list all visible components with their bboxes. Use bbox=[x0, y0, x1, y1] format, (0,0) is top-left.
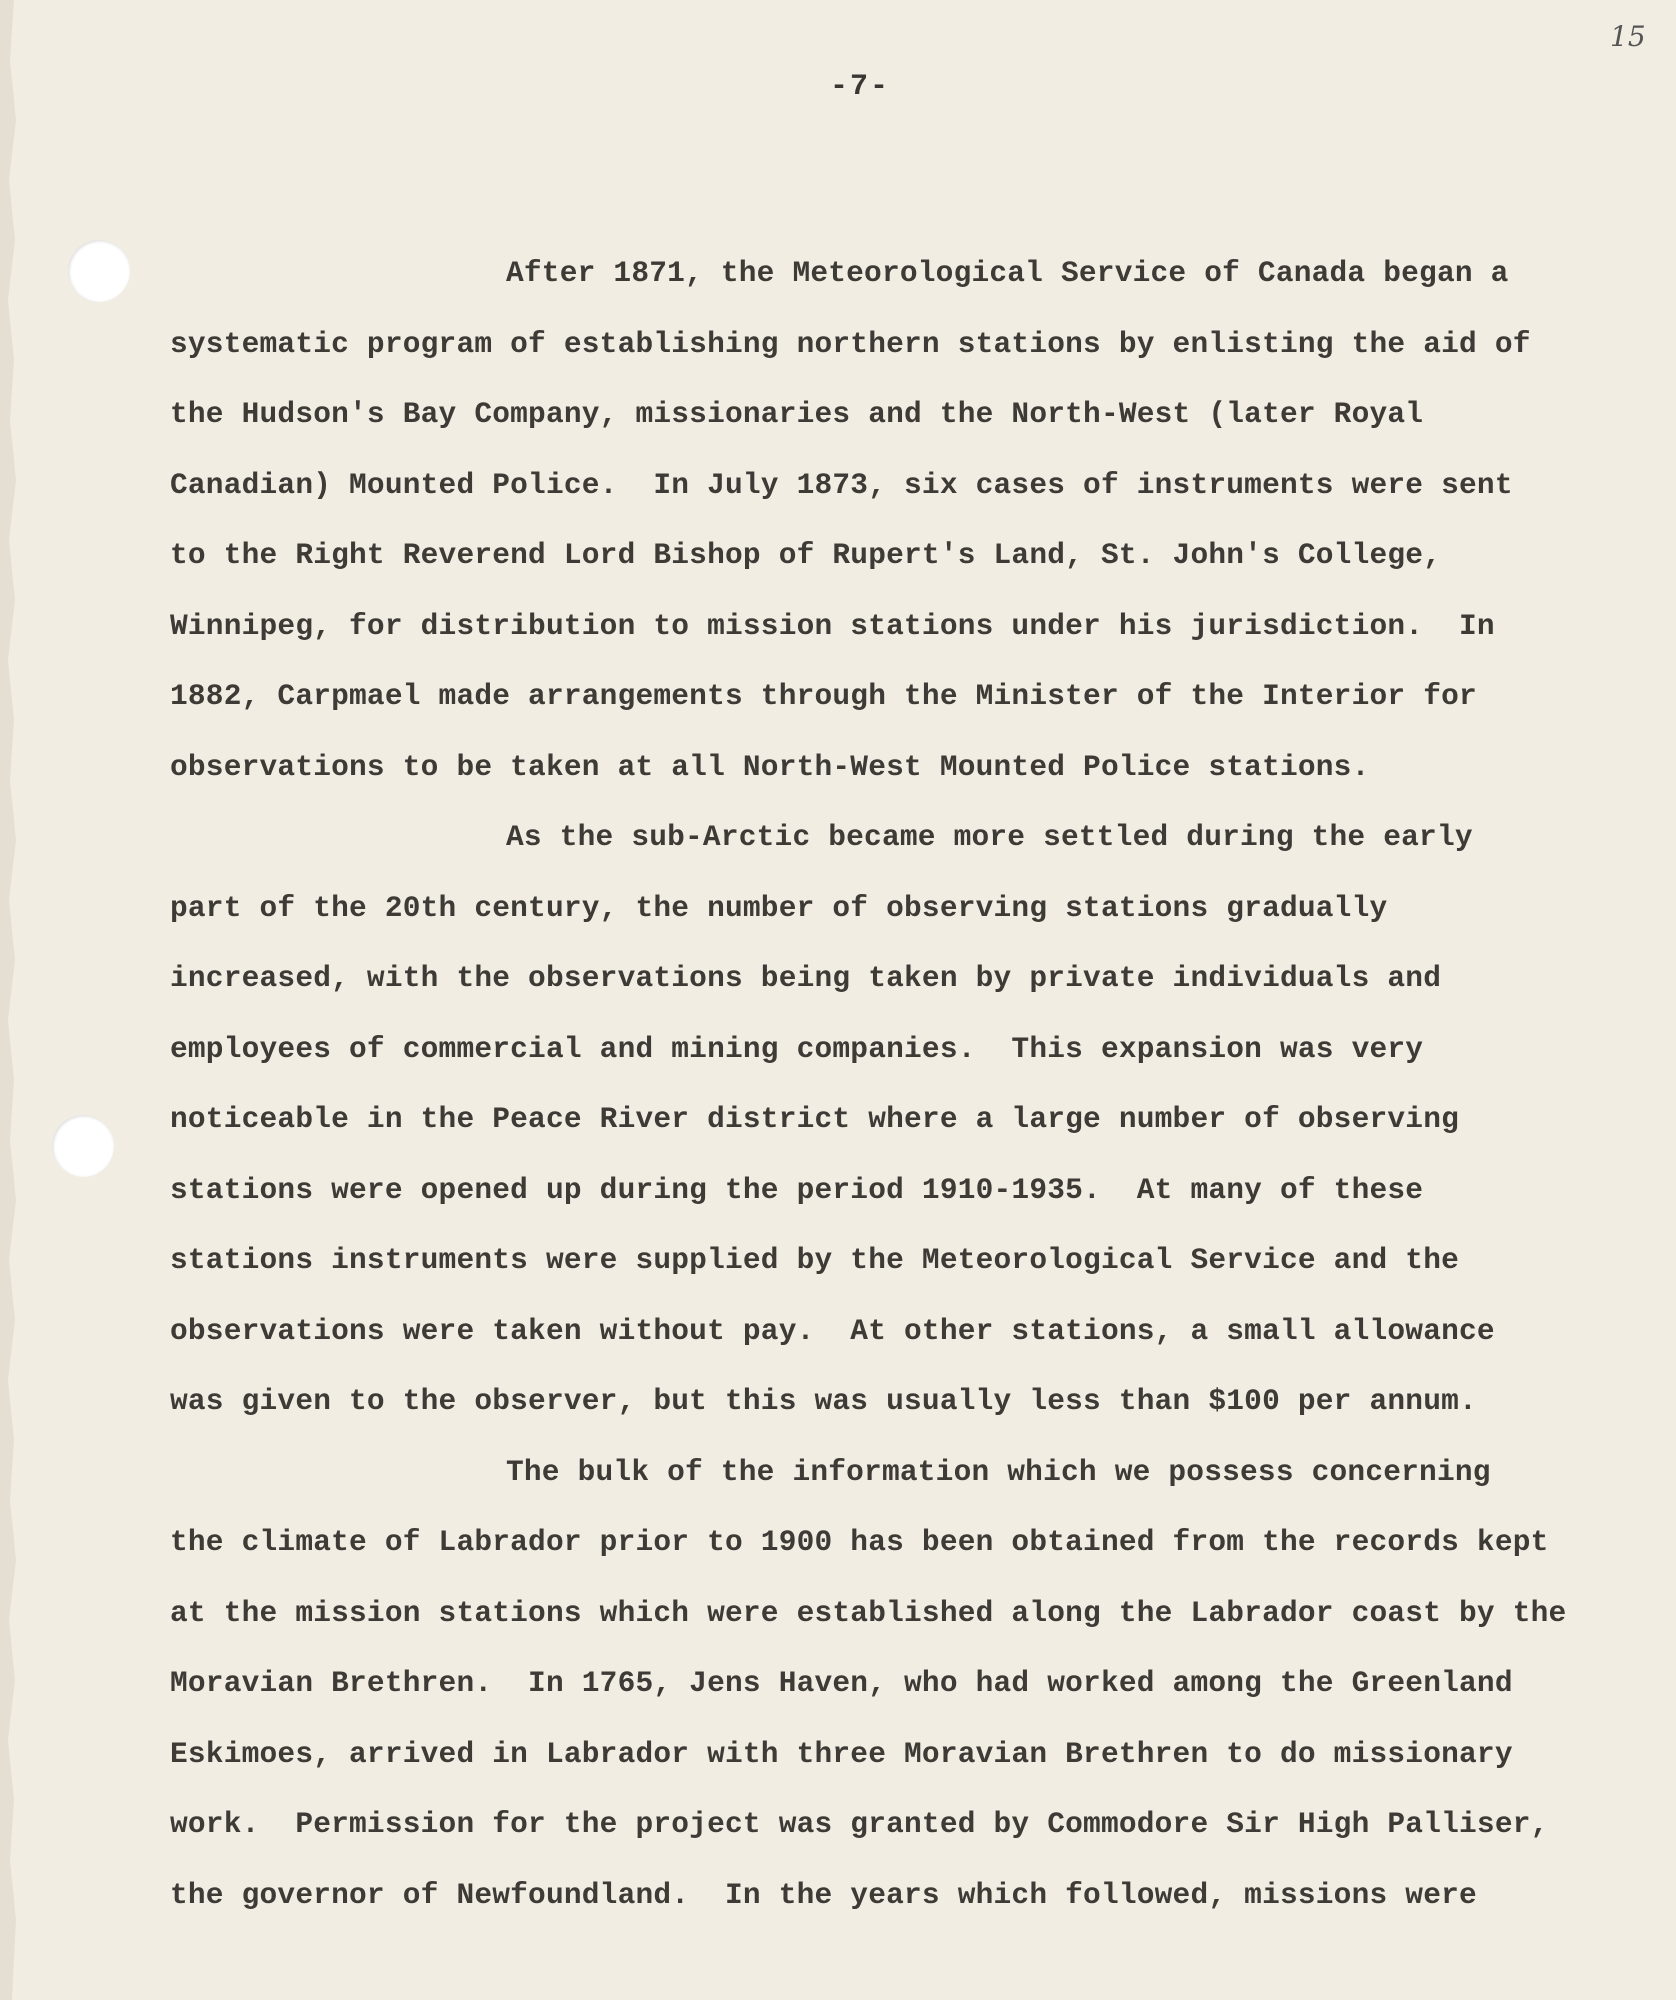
punch-hole-middle bbox=[52, 1115, 114, 1177]
text-line: systematic program of establishing northern stations by enlisting the aid of bbox=[170, 326, 1531, 361]
punch-hole-top bbox=[68, 240, 130, 302]
text-line: As the sub-Arctic became more settled during the early bbox=[506, 820, 1473, 854]
text-line: Eskimoes, arrived in Labrador with three Moravian Brethren to do missionary bbox=[170, 1736, 1513, 1771]
paragraph-3 bbox=[170, 1437, 1570, 1931]
text-line: The bulk of the information which we possess concerning bbox=[506, 1454, 1491, 1489]
text-line: stations were opened up during the period 1910-1935. At many of these bbox=[170, 1172, 1424, 1207]
text-line: Winnipeg, for distribution to mission stations under his jurisdiction. In bbox=[170, 608, 1495, 643]
text-line: observations were taken without pay. At other stations, a small allowance bbox=[170, 1313, 1495, 1348]
text-line: noticeable in the Peace River district where a large number of observing bbox=[170, 1102, 1460, 1136]
text-line: the Hudson's Bay Company, missionaries and the North-West (later Royal bbox=[170, 397, 1424, 431]
page-number: -7- bbox=[829, 70, 890, 104]
text-line: part of the 20th century, the number of observing stations gradually bbox=[170, 890, 1388, 925]
text-line: After 1871, the Meteorological Service of Canada began a bbox=[506, 256, 1509, 290]
text-line: at the mission stations which were established along the Labrador coast by the bbox=[170, 1595, 1567, 1630]
text-line: to the Right Reverend Lord Bishop of Rupert's Land, St. John's College, bbox=[170, 538, 1442, 572]
text-line: observations to be taken at all North-West Mounted Police stations. bbox=[170, 749, 1370, 784]
text-line: the governor of Newfoundland. In the years which followed, missions were bbox=[170, 1877, 1477, 1912]
text-line: Moravian Brethren. In 1765, Jens Haven, who had worked among the Greenland bbox=[170, 1666, 1513, 1700]
text-line: Canadian) Mounted Police. In July 1873, six cases of instruments were sent bbox=[170, 467, 1513, 502]
text-line: was given to the observer, but this was usually less than $100 per annum. bbox=[170, 1384, 1477, 1418]
paragraph-2 bbox=[170, 802, 1570, 1437]
corner-note: 15 bbox=[1610, 20, 1646, 53]
text-line: increased, with the observations being taken by private individuals and bbox=[170, 961, 1442, 995]
text-line: the climate of Labrador prior to 1900 has been obtained from the records kept bbox=[170, 1525, 1549, 1559]
text-line: employees of commercial and mining companies. This expansion was very bbox=[170, 1031, 1424, 1066]
body-text bbox=[170, 238, 1570, 1930]
torn-left-edge bbox=[0, 0, 22, 2000]
paragraph-1 bbox=[170, 238, 1570, 802]
text-line: stations instruments were supplied by the Meteorological Service and the bbox=[170, 1243, 1460, 1277]
text-line: work. Permission for the project was granted by Commodore Sir High Palliser, bbox=[170, 1807, 1549, 1841]
text-line: 1882, Carpmael made arrangements through the Minister of the Interior for bbox=[170, 679, 1477, 713]
